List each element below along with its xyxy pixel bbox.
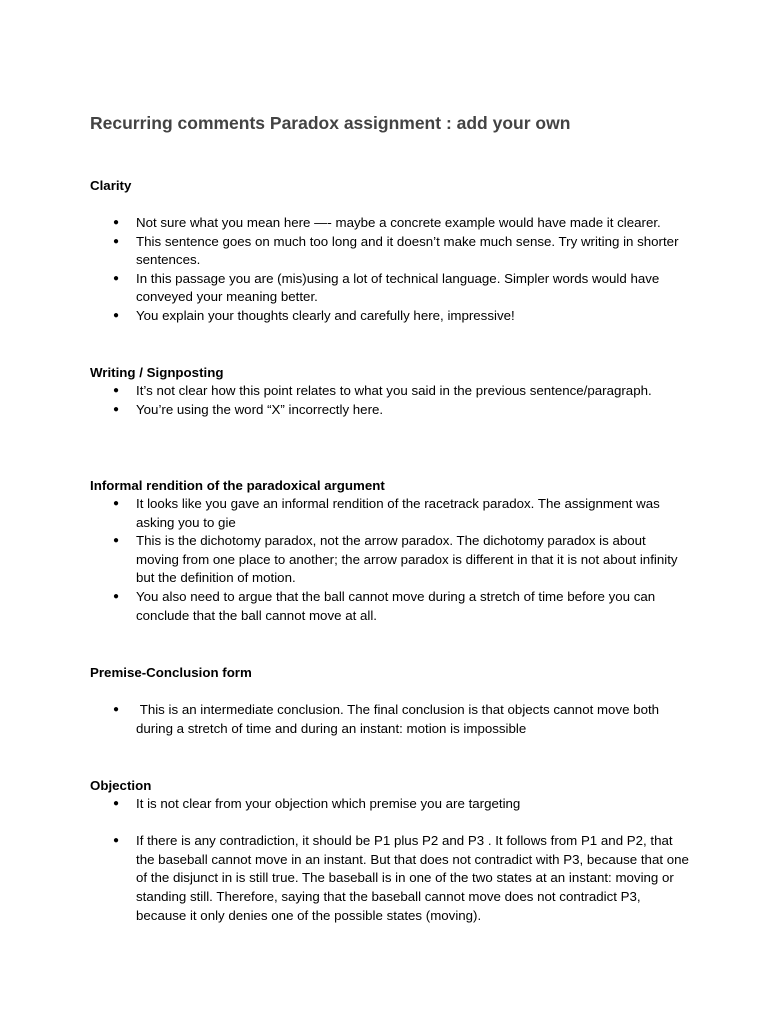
bullet-icon: ● <box>113 403 120 415</box>
bullet-icon: ● <box>113 835 120 847</box>
list-item-text: You’re using the word “X” incorrectly here. <box>136 401 384 417</box>
list-item <box>90 270 690 307</box>
document-title: Recurring comments Paradox assignment : add your own <box>90 113 571 133</box>
section-heading-writing: Writing / Signposting <box>90 365 224 380</box>
list-item <box>90 401 690 420</box>
list-item-text: You explain your thoughts clearly and carefully here, impressive! <box>136 307 515 323</box>
list-item-text: It’s not clear how this point relates to what you said in the previous sentence/paragraph. <box>136 383 652 398</box>
bullet-icon: ● <box>113 385 120 396</box>
list-item <box>90 795 690 814</box>
list-item <box>90 588 690 625</box>
bullet-icon: ● <box>113 272 120 284</box>
list-item-text: If there is any contradiction, it should be P1 plus P2 and P3 . It follows from P1 and P2, that the baseball cannot move in an instant. But that does not contradict with P3, because that one of the disjunct in is still true. The baseball is in one of the two states at an instant: moving or standing still. Therefore, saying that the baseball cannot move does not contradict P3, because it only denies one of the possible states (moving). <box>136 833 689 923</box>
bullet-icon: ● <box>113 498 120 509</box>
writing-list <box>90 382 690 419</box>
premise-list <box>90 701 690 738</box>
list-item-text: This is the dichotomy paradox, not the arrow paradox. The dichotomy paradox is about moving from one place to another; the arrow paradox is different in that it is not about infinity but the definition of motion. <box>136 533 678 586</box>
objection-list <box>90 795 690 925</box>
list-item-text: Not sure what you mean here —- maybe a concrete example would have made it clearer. <box>136 215 661 230</box>
list-item-text: It looks like you gave an informal rendition of the racetrack paradox. The assignment was asking you to gie <box>136 496 660 530</box>
bullet-icon: ● <box>113 217 120 228</box>
list-item <box>90 832 690 925</box>
bullet-icon: ● <box>113 309 120 321</box>
list-item <box>90 495 690 532</box>
bullet-icon: ● <box>113 535 120 547</box>
section-heading-premise-conclusion: Premise-Conclusion form <box>90 665 252 680</box>
list-spacer <box>90 814 690 833</box>
bullet-icon: ● <box>113 798 120 809</box>
section-heading-objection: Objection <box>90 778 152 793</box>
section-heading-informal-rendition: Informal rendition of the paradoxical argument <box>90 478 385 493</box>
section-heading-clarity: Clarity <box>90 178 132 193</box>
informal-list <box>90 495 690 625</box>
bullet-icon: ● <box>113 235 120 247</box>
list-item-text: This sentence goes on much too long and it doesn’t make much sense. Try writing in shorter sentences. <box>136 233 679 268</box>
bullet-icon: ● <box>113 590 120 602</box>
list-item-text: In this passage you are (mis)using a lot of technical language. Simpler words would have conveyed your meaning better. <box>136 270 660 305</box>
list-item <box>90 382 690 401</box>
list-item-text: It is not clear from your objection which premise you are targeting <box>136 796 521 811</box>
list-item <box>90 307 690 326</box>
list-item <box>90 214 690 233</box>
bullet-icon: ● <box>113 704 120 715</box>
list-item <box>90 532 690 588</box>
clarity-list <box>90 214 690 326</box>
list-item-text: You also need to argue that the ball cannot move during a stretch of time before you can conclude that the ball cannot move at all. <box>136 588 656 623</box>
list-item <box>90 701 690 738</box>
list-item <box>90 233 690 270</box>
list-item-text: This is an intermediate conclusion. The final conclusion is that objects cannot move both during a stretch of time and during an instant: motion is impossible <box>136 702 663 736</box>
